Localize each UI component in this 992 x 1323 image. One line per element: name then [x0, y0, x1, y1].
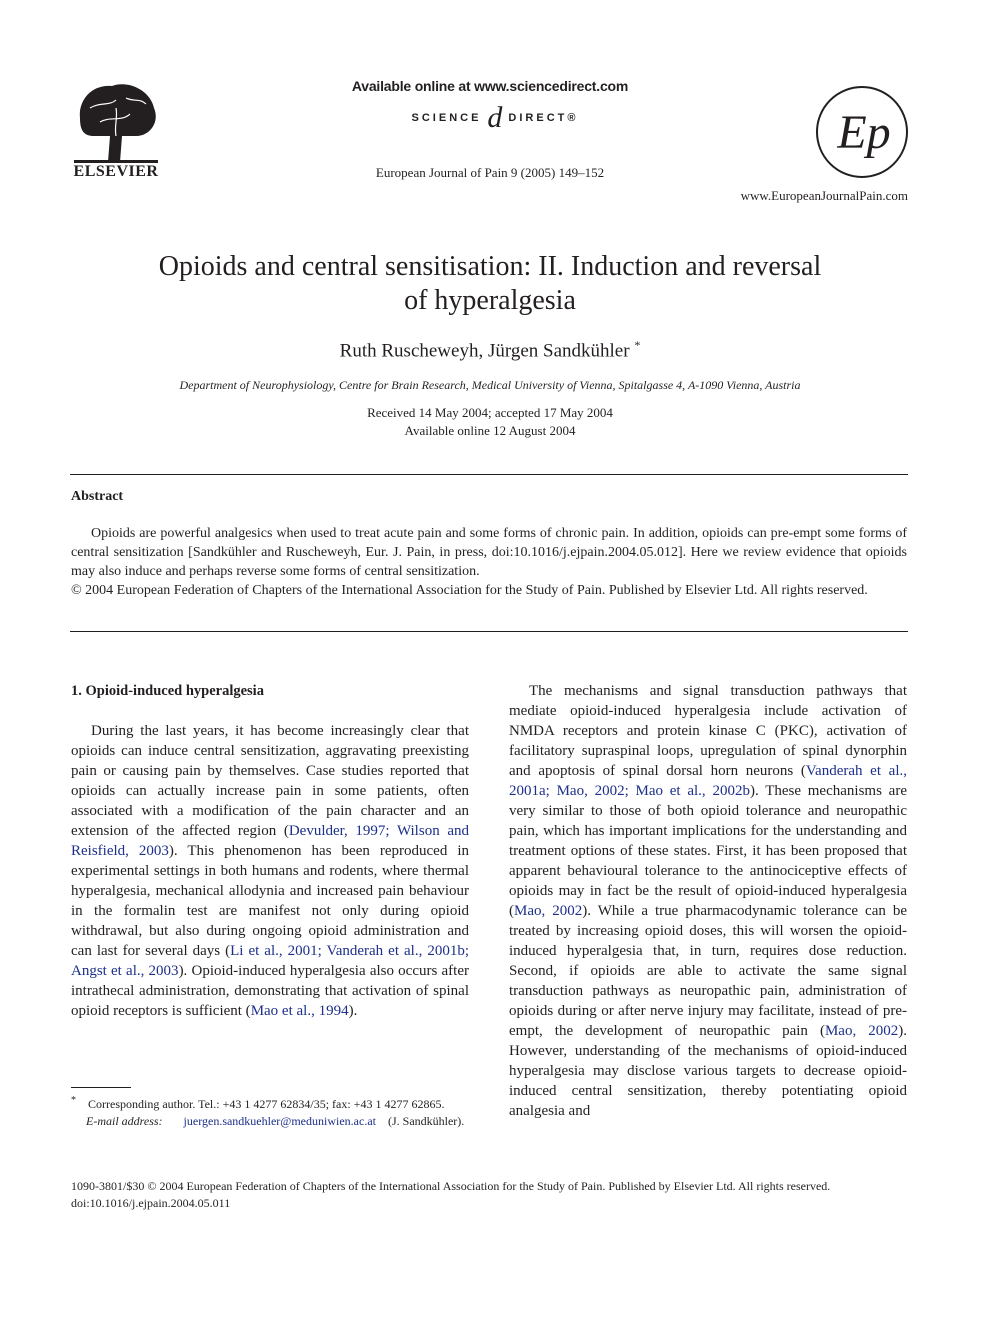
p1-text-a: During the last years, it has become increasingly clear that opioids can induce central sensitization, aggravating preexisting pain or causing pain by themselves. Case studies reported that opioids can actually increase pain in some patients, often associated with a modification of the pain character and an extension of the affected region (: [71, 723, 469, 839]
publisher-name: ELSEVIER: [73, 163, 159, 180]
footnote-rule: [71, 1087, 131, 1088]
citation-link[interactable]: Mao, 2002: [824, 1023, 899, 1039]
available-online-text[interactable]: Available online at www.sciencedirect.com: [351, 78, 629, 94]
sciencedirect-mark-icon: d: [487, 101, 503, 134]
p1-text-d: ).: [348, 1003, 358, 1019]
article-authors: [90, 338, 890, 362]
citation-link[interactable]: Mao et al., 1994: [250, 1003, 349, 1019]
ejp-journal-logo: [814, 84, 910, 180]
sciencedirect-logo-right: DIRECT®: [508, 112, 579, 124]
footnote-email-line: [71, 1113, 469, 1130]
p1-text-c: ). Opioid-induced hyperalgesia also occurs after intrathecal administration, demonstrating that activation of spinal opioid receptors is sufficient (: [71, 963, 469, 1019]
citation-link[interactable]: Li et al., 2001; Vanderah et al., 2001b; Angst et al., 2003: [71, 943, 469, 979]
svg-text:Ep: Ep: [837, 106, 891, 159]
divider-bottom: [70, 631, 908, 632]
abstract-text: Opioids are powerful analgesics when used to treat acute pain and some forms of chronic pain. In addition, opioids can pre-empt some forms of central sensitization [Sandkühler and Ruscheweyh, Eur. J. Pain, in press, doi:10.1016/j.ejpain.2004.05.012]. Here we review evidence that opioids may also induce and perhaps reverse some forms of central sensitization.: [71, 526, 907, 579]
sciencedirect-logo-left: SCIENCE: [411, 112, 482, 124]
abstract-copyright: © 2004 European Federation of Chapters of the International Association for the Study of Pain. Published by Elsevier Ltd. All rights reserved.: [71, 583, 868, 598]
doi-line[interactable]: doi:10.1016/j.ejpain.2004.05.011: [71, 1196, 231, 1210]
title-line-2: of hyperalgesia: [404, 285, 576, 316]
issn-copyright-line: 1090-3801/$30 © 2004 European Federation of Chapters of the International Association for the Study of Pain. Published by Elsevier Ltd. All rights reserved.: [71, 1179, 831, 1193]
section-heading: 1. Opioid-induced hyperalgesia: [71, 683, 264, 699]
received-date: Received 14 May 2004; accepted 17 May 2004: [367, 405, 613, 420]
paragraph-2: [509, 681, 907, 1121]
p2-text-d: ). However, understanding of the mechanisms of opioid-induced hyperalgesia may disclose various targets to decrease opioid-induced central sensitization, thereby potentiating opioid analgesia and: [509, 1023, 907, 1119]
article-title: [90, 250, 890, 318]
email-owner: (J. Sandkühler).: [387, 1114, 465, 1128]
sciencedirect-logo[interactable]: [360, 100, 630, 136]
footnote-corresponding: [71, 1092, 469, 1113]
p2-text-c: ). While a true pharmacodynamic tolerance can be treated by increasing opioid doses, this will worsen the opioid-induced hyperalgesia that, in turn, requires dose reduction. Second, if opioids are able to activate the same signal transduction pathways as neuropathic pain, administration of opioids during or after nerve injury may facilitate, instead of pre-empt, the development of neuropathic pain (: [509, 903, 908, 1039]
title-line-1: Opioids and central sensitisation: II. Induction and reversal: [158, 251, 822, 282]
citation-link[interactable]: Devulder, 1997; Wilson and Reisfield, 2003: [71, 823, 469, 859]
article-dates: [70, 404, 910, 440]
p2-text-b: ). These mechanisms are very similar to those of both opioid tolerance and neuropathic pain, which has important implications for the understanding and treatment options of these states. First, it has been proposed that apparent behavioural tolerance to the antinociceptive effects of opioids may in fact be the result of opioid-induced hyperalgesia (: [509, 783, 907, 919]
available-date: Available online 12 August 2004: [404, 423, 576, 438]
author-affiliation: Department of Neurophysiology, Centre for Brain Research, Medical University of Vienna, Spitalgasse 4, A-1090 Vienna, Austria: [179, 378, 801, 392]
abstract-heading: Abstract: [71, 489, 124, 504]
right-column: [509, 681, 907, 1121]
footnote: [71, 1092, 469, 1130]
p2-text-a: The mechanisms and signal transduction pathways that mediate opioid-induced hyperalgesia include activation of NMDA receptors and protein kinase C (PKC), activation of facilitatory supraspinal loops, upregulation of spinal dynorphin and apoptosis of spinal dorsal horn neurons (: [509, 683, 907, 779]
citation-link[interactable]: Mao, 2002: [514, 903, 583, 919]
footnote-marker: *: [71, 1095, 76, 1106]
email-label: E-mail address:: [86, 1114, 163, 1128]
paragraph-1: [71, 721, 469, 1021]
p1-text-b: ). This phenomenon has been reproduced in experimental settings in both humans and rodents, where thermal hyperalgesia, mechanical allodynia and increased pain behaviour in the formalin test are manifest not only during opioid withdrawal, but also during ongoing opioid administration and can last for several days (: [71, 843, 470, 959]
corresponding-author-marker[interactable]: *: [634, 338, 641, 352]
bottom-info: [71, 1178, 909, 1212]
footnote-contact: Corresponding author. Tel.: +43 1 4277 62834/35; fax: +43 1 4277 62865.: [88, 1097, 445, 1111]
journal-reference: European Journal of Pain 9 (2005) 149–152: [375, 165, 605, 180]
email-link[interactable]: juergen.sandkuehler@meduniwien.ac.at: [183, 1114, 376, 1128]
citation-link[interactable]: Vanderah et al., 2001a; Mao, 2002; Mao et al., 2002b: [509, 763, 907, 799]
journal-url-link[interactable]: www.EuropeanJournalPain.com: [740, 188, 908, 203]
author-names: Ruth Ruscheweyh, Jürgen Sandkühler: [339, 340, 630, 362]
left-column: [71, 681, 469, 1021]
divider-top: [70, 474, 908, 475]
abstract-body: [71, 524, 907, 600]
